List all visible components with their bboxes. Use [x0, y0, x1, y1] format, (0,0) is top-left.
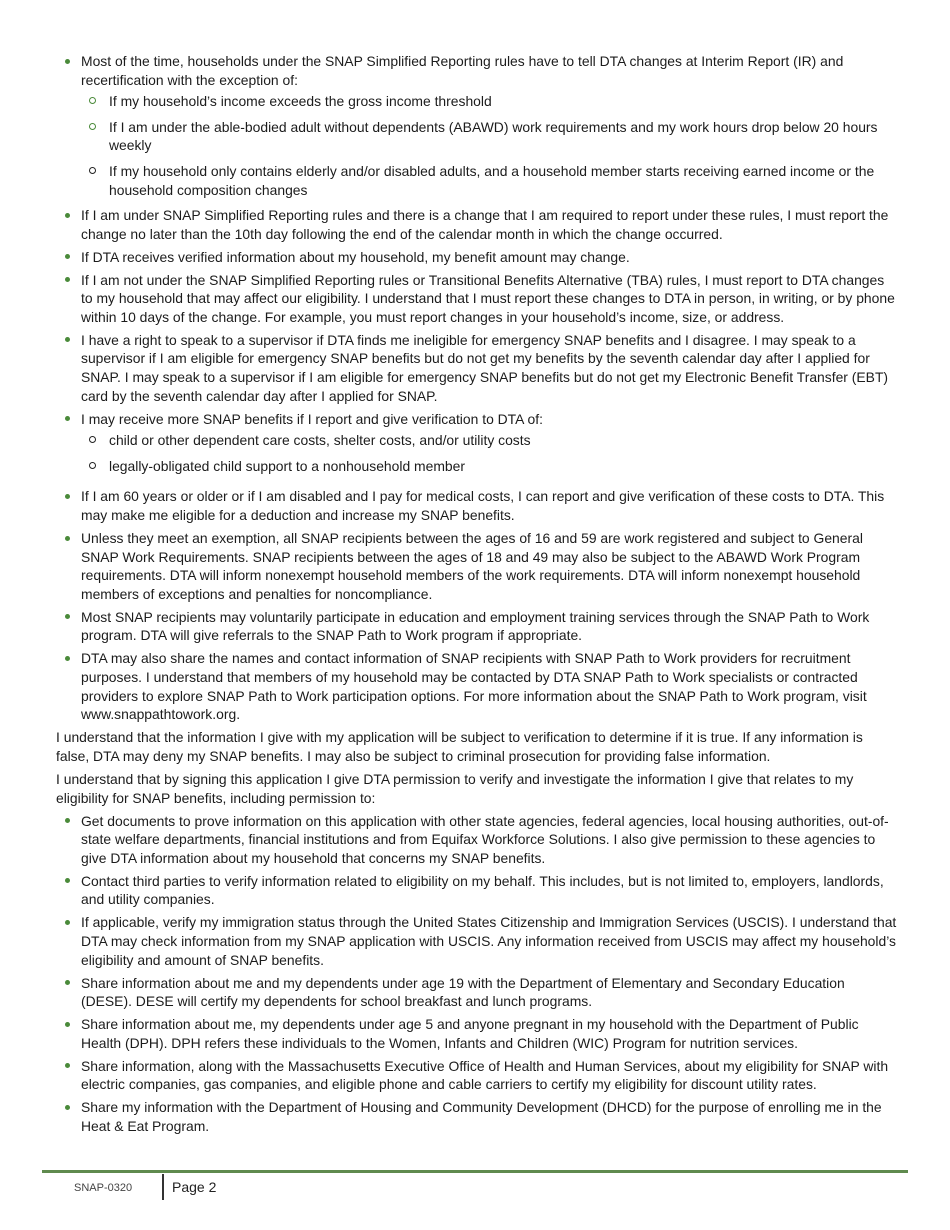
list-item: Get documents to prove information on this application with other state agencies, federal agencies, local housing authorities, out-of-state welfare departments, financial institutions and from Equifax Workforce Solutions. I also give permission to these agencies to give DTA information about my household that concerns my SNAP benefits. — [56, 812, 898, 868]
sub-list-item: If my household only contains elderly and/or disabled adults, and a household member starts receiving earned income or the household composition changes — [81, 162, 898, 199]
list-item: Share information about me, my dependents under age 5 and anyone pregnant in my household with the Department of Public Health (DPH). DPH refers these individuals to the Women, Infants and Children (WIC) Program for nutrition services. — [56, 1015, 898, 1052]
list-item: I have a right to speak to a supervisor if DTA finds me ineligible for emergency SNAP benefits and I disagree. I may speak to a supervisor if I am eligible for emergency SNAP benefits but do not get my benefits by the seventh calendar day after I applied for SNAP. I may speak to a supervisor if I am eligible for emergency SNAP benefits but do not get my Electronic Benefit Transfer (EBT) card by the seventh calendar day after I applied for SNAP. — [56, 331, 898, 405]
list-item: Contact third parties to verify information related to eligibility on my behalf. This includes, but is not limited to, employers, landlords, and utility companies. — [56, 872, 898, 909]
sub-list-item: If I am under the able-bodied adult without dependents (ABAWD) work requirements and my work hours drop below 20 hours weekly — [81, 118, 898, 155]
list-item: Most SNAP recipients may voluntarily participate in education and employment training services through the SNAP Path to Work program. DTA will give referrals to the SNAP Path to Work program if appropriate. — [56, 608, 898, 645]
form-code: SNAP-0320 — [74, 1182, 133, 1194]
sub-list — [81, 92, 898, 199]
sub-list-item: legally-obligated child support to a nonhousehold member — [81, 457, 898, 476]
list-item-text: I may receive more SNAP benefits if I report and give verification to DTA of: — [81, 410, 543, 427]
list-item — [56, 410, 898, 476]
verification-paragraph: I understand that the information I give with my application will be subject to verification to determine if it is true. If any information is false, DTA may deny my SNAP benefits. I may also be subject to criminal prosecution for providing false information. — [56, 729, 863, 764]
list-item: Share information, along with the Massachusetts Executive Office of Health and Human Services, about my eligibility for SNAP with electric companies, gas companies, and eligible phone and cable carriers to certify my eligibility for discount utility rates. — [56, 1057, 898, 1094]
list-item: If I am not under the SNAP Simplified Reporting rules or Transitional Benefits Alternative (TBA) rules, I must report to DTA changes to my household that may affect our eligibility. I understand that I must report these changes to DTA in person, in writing, or by phone within 10 days of the change. For example, you must report changes in your household’s income, size, or address. — [56, 271, 898, 327]
list-item: Unless they meet an exemption, all SNAP recipients between the ages of 16 and 59 are work registered and subject to General SNAP Work Requirements. SNAP recipients between the ages of 18 and 49 may also be subject to the ABAWD Work Program requirements. DTA will inform nonexempt household members of the work requirements. DTA will inform nonexempt household members of exceptions and penalties for noncompliance. — [56, 529, 898, 603]
footer-rule — [42, 1170, 908, 1173]
footer-divider — [162, 1174, 164, 1200]
list-item: If DTA receives verified information about my household, my benefit amount may change. — [56, 248, 898, 267]
page-number: Page 2 — [172, 1179, 217, 1195]
list-item: If applicable, verify my immigration status through the United States Citizenship and Immigration Services (USCIS). I understand that DTA may check information from my SNAP application with USCIS. Any information received from USCIS may affect my household’s eligibility and amount of SNAP benefits. — [56, 913, 898, 969]
rights-list — [56, 52, 898, 724]
list-item: If I am under SNAP Simplified Reporting rules and there is a change that I am required to report under these rules, I must report the change no later than the 10th day following the end of the calendar month in which the change occurred. — [56, 206, 898, 243]
list-item — [56, 52, 898, 199]
list-item: If I am 60 years or older or if I am disabled and I pay for medical costs, I can report and give verification of these costs to DTA. This may make me eligible for a deduction and increase my SNAP benefits. — [56, 487, 898, 524]
sub-list — [81, 431, 898, 475]
sub-list-item: If my household’s income exceeds the gross income threshold — [81, 92, 898, 111]
list-item: Share my information with the Department of Housing and Community Development (DHCD) for the purpose of enrolling me in the Heat & Eat Program. — [56, 1098, 898, 1135]
permissions-list — [56, 812, 898, 1136]
document-body — [56, 52, 898, 1140]
list-item: DTA may also share the names and contact information of SNAP recipients with SNAP Path to Work providers for recruitment purposes. I understand that members of my household may be contacted by DTA SNAP Path to Work specialists or contracted providers to explore SNAP Path to Work participation options. For more information about the SNAP Path to Work program, visit www.snappathtowork.org. — [56, 649, 898, 723]
list-item: Share information about me and my dependents under age 19 with the Department of Elementary and Secondary Education (DESE). DESE will certify my dependents for school breakfast and lunch programs. — [56, 974, 898, 1011]
sub-list-item: child or other dependent care costs, shelter costs, and/or utility costs — [81, 431, 898, 450]
list-item-text: Most of the time, households under the SNAP Simplified Reporting rules have to tell DTA changes at Interim Report (IR) and recertification with the exception of: — [81, 53, 844, 88]
permission-paragraph: I understand that by signing this application I give DTA permission to verify and investigate the information I give that relates to my eligibility for SNAP benefits, including permission to: — [56, 770, 854, 806]
